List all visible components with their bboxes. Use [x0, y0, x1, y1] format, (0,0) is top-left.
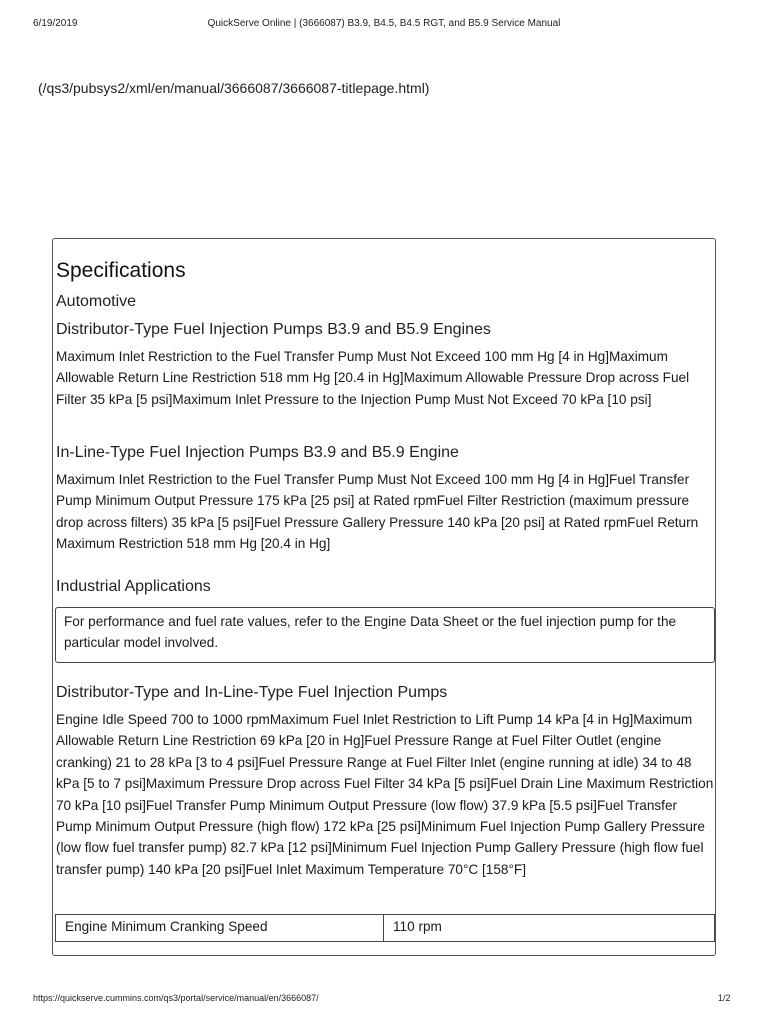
- footer-url[interactable]: https://quickserve.cummins.com/qs3/portal/service/manual/en/3666087/: [33, 993, 319, 1003]
- page-number: 1/2: [718, 993, 731, 1003]
- automotive-heading: Automotive: [56, 293, 137, 310]
- distributor-and-inline-text: Engine Idle Speed 700 to 1000 rpmMaximum Fuel Inlet Restriction to Lift Pump 14 kPa [4 in Hg]Maximum Allowable Return Line Restriction 69 kPa [20 in Hg]Fuel Pressure Range at Fuel Filter Outlet (engine cranking) 21 to 28 kPa [3 to 4 psi]Fuel Pressure Range at Fuel Filter Inlet (engine running at idle) 34 to 48 kPa [5 to 7 psi]Maximum Pressure Drop across Fuel Filter 34 kPa [5 psi]Fuel Drain Line Maximum Restriction 70 kPa [10 psi]Fuel Transfer Pump Minimum Output Pressure (low flow) 37.9 kPa [5.5 psi]Fuel Transfer Pump Minimum Output Pressure (high flow) 172 kPa [25 psi]Minimum Fuel Injection Pump Gallery Pressure (low flow fuel transfer pump) 82.7 kPa [12 psi]Minimum Fuel Injection Pump Gallery Pressure (high flow fuel transfer pump) 140 kPa [20 psi]Fuel Inlet Maximum Temperature 70°C [158°F]: [56, 712, 714, 877]
- table-cell-value: 110 rpm: [393, 919, 442, 934]
- specifications-title: Specifications: [56, 259, 186, 282]
- cranking-speed-table: [55, 914, 715, 942]
- title-page-link[interactable]: (/qs3/pubsys2/xml/en/manual/3666087/3666087-titlepage.html): [38, 80, 430, 96]
- distributor-and-inline-heading: Distributor-Type and In-Line-Type Fuel Injection Pumps: [56, 684, 448, 701]
- specifications-panel: [52, 238, 716, 956]
- industrial-note-text: For performance and fuel rate values, refer to the Engine Data Sheet or the fuel injection pump for the particular model involved.: [64, 614, 677, 651]
- distributor-pumps-text: Maximum Inlet Restriction to the Fuel Transfer Pump Must Not Exceed 100 mm Hg [4 in Hg]Maximum Allowable Return Line Restriction 518 mm Hg [20.4 in Hg]Maximum Allowable Pressure Drop across Fuel Filter 35 kPa [5 psi]Maximum Inlet Pressure to the Injection Pump Must Not Exceed 70 kPa [10 psi]: [56, 349, 690, 407]
- inline-pumps-heading: In-Line-Type Fuel Injection Pumps B3.9 and B5.9 Engine: [56, 444, 459, 461]
- inline-pumps-text: Maximum Inlet Restriction to the Fuel Transfer Pump Must Not Exceed 100 mm Hg [4 in Hg]Fuel Transfer Pump Minimum Output Pressure 175 kPa [25 psi] at Rated rpmFuel Filter Restriction (maximum pressure drop across filters) 35 kPa [5 psi]Fuel Pressure Gallery Pressure 140 kPa [20 psi] at Rated rpmFuel Return Maximum Restriction 518 mm Hg [20.4 in Hg]: [56, 472, 699, 552]
- industrial-applications-heading: Industrial Applications: [56, 578, 211, 595]
- table-cell-label: Engine Minimum Cranking Speed: [56, 915, 384, 941]
- page-header-title: QuickServe Online | (3666087) B3.9, B4.5, B4.5 RGT, and B5.9 Service Manual: [207, 18, 561, 29]
- print-date: 6/19/2019: [33, 18, 78, 29]
- distributor-pumps-heading: Distributor-Type Fuel Injection Pumps B3.9 and B5.9 Engines: [56, 321, 491, 338]
- industrial-note-box: [55, 607, 715, 663]
